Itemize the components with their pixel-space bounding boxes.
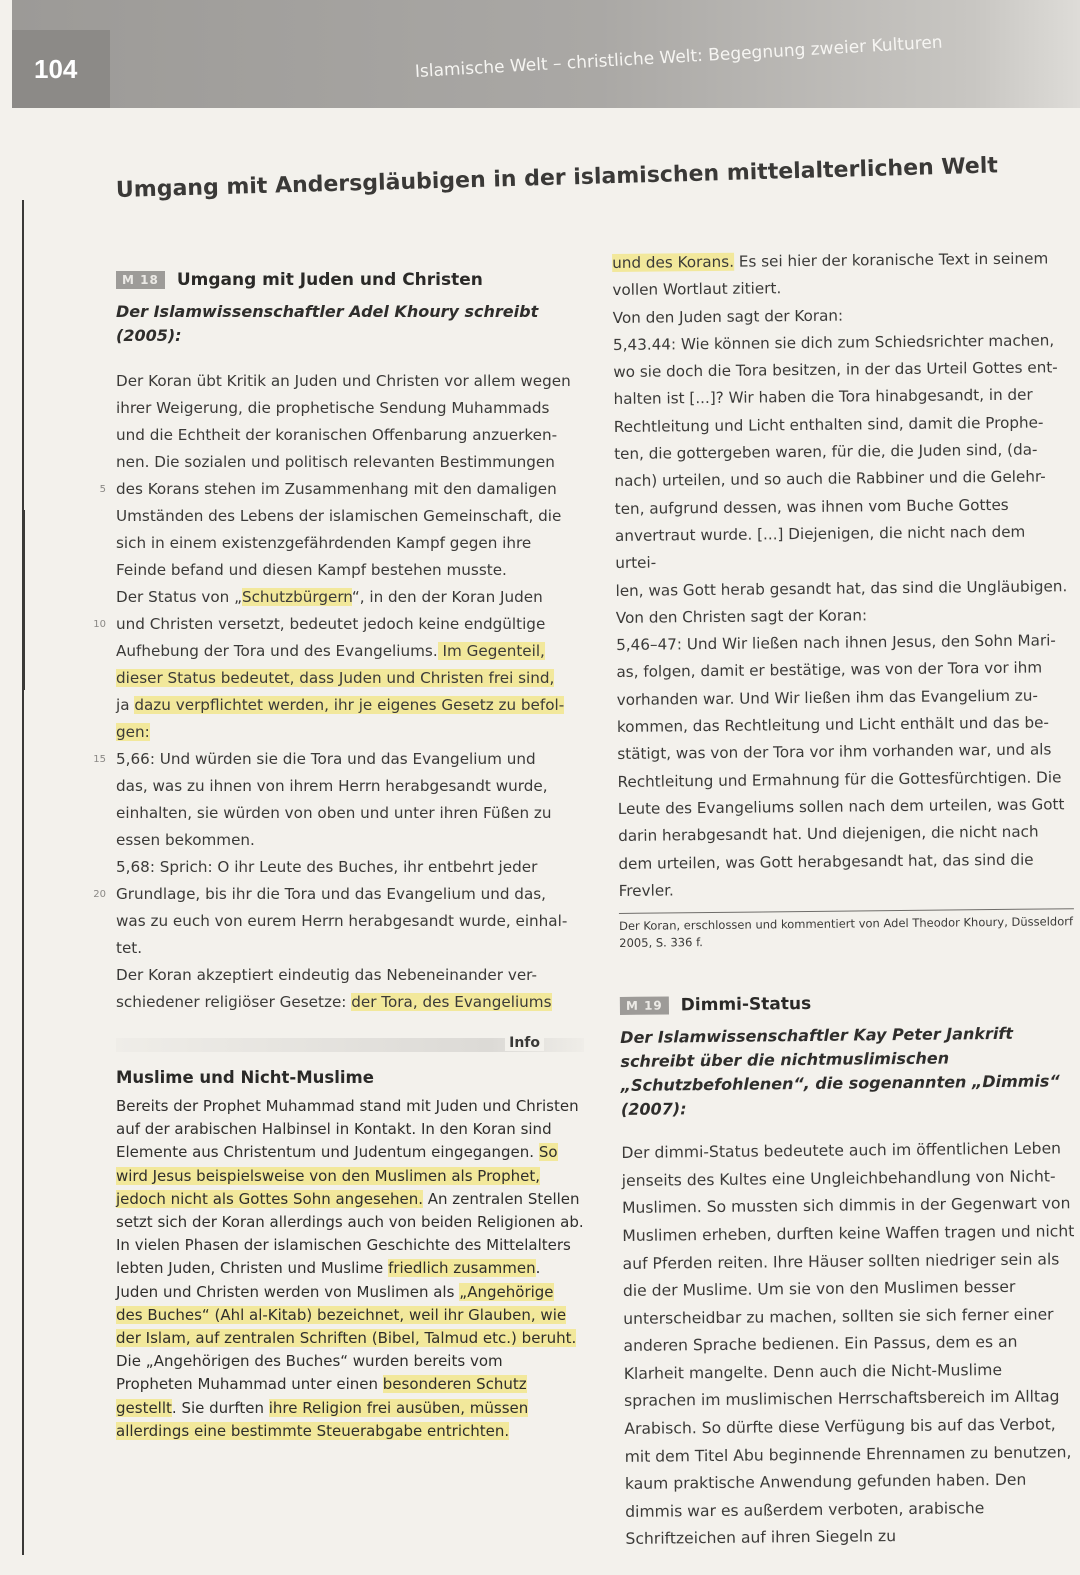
highlighted-text: gen: [116,723,150,741]
m18-heading [116,270,586,290]
highlighted-text: der Tora, des Evangeliums [351,993,552,1011]
line-text: Feinde befand und diesen Kampf bestehen musste. [116,561,507,579]
line-text: essen bekommen. [116,831,255,849]
info-body [116,1095,584,1443]
text-line [116,908,586,935]
line-text: nach) urteilen, und so auch die Rabbiner und die Gelehr- [614,467,1046,491]
line-text: vorhanden war. Und Wir ließen ihm das Evangelium zu- [616,686,1039,709]
m19-title: Dimmi-Status [680,994,812,1016]
m18-source: Der Koran, erschlossen und kommentiert von Adel Theodor Khoury, Düsseldorf 2005, S. 336 f. [619,914,1074,951]
line-number: 10 [93,619,106,630]
left-column [93,270,586,1016]
line-text: Von den Juden sagt der Koran: [612,306,844,327]
text-line [116,557,586,584]
info-text-segment: . Sie durften [171,1398,269,1417]
line-text: Grundlage, bis ihr die Tora und das Evangelium und das, [116,885,546,903]
text-line [116,962,586,989]
line-text: 5,43.44: Wie können sie dich zum Schiedsrichter machen, [612,331,1055,354]
highlighted-text: „Angehörige des Buches“ (Ahl al-Kitab) bezeichnet, weil ihr Glauben, wie der Islam, auf zentralen Schriften (Bibel, Talmud etc.) beruht. [116,1282,577,1348]
line-text: Es sei hier der koranische Text in seinem [733,249,1049,271]
m18-subtitle: Der Islamwissenschaftler Adel Khoury schreibt (2005): [116,302,539,345]
line-text: schiedener religiöser Gesetze: [116,993,352,1011]
line-text: Der Koran akzeptiert eindeutig das Nebeneinander ver- [116,966,537,984]
text-line [116,395,586,422]
margin-rule [22,1075,24,1555]
info-bar [116,1035,584,1052]
highlighted-text: ihre Religion frei ausüben, müssen allerdings eine bestimmte Steuerabgabe entrichten. [116,1398,529,1440]
text-line [116,368,586,395]
text-line [116,638,586,665]
m18-badge: M 18 [116,271,165,289]
line-text: anvertraut wurde. [...] Diejenigen, die nicht nach dem urtei- [614,522,1026,573]
highlighted-text: dieser Status bedeutet, dass Juden und Christen frei sind, [116,669,555,687]
line-number: 20 [93,889,106,900]
text-line [116,692,586,719]
line-text: Leute des Evangeliums sollen nach dem urteilen, was Gott [617,795,1065,818]
text-line [116,449,586,476]
line-text: Aufhebung der Tora und des Evangeliums. [116,642,438,660]
text-line [116,503,586,530]
line-text: nen. Die sozialen und politisch relevanten Bestimmungen [116,453,555,471]
info-text-segment: An zentralen Stellen setzt sich der Koran allerdings auch von beiden Religionen ab. In vielen Phasen der islamischen Geschichte des Mittelalters lebten Juden, Christen und Muslime [116,1189,584,1278]
m18-title: Umgang mit Juden und Christen [176,270,483,290]
text-line [116,989,586,1016]
line-number: 15 [93,754,106,765]
text-line [93,611,586,638]
highlighted-text: besonderen Schutz gestellt [116,1375,527,1417]
line-text: halten ist [...]? Wir haben die Tora hinabgesandt, in der [613,386,1033,409]
line-text: Umständen des Lebens der islamischen Gemeinschaft, die [116,507,562,525]
text-line [116,719,586,746]
line-number: 5 [99,484,106,495]
info-box [116,1035,584,1443]
line-text: “, in den der Koran Juden [351,588,543,606]
line-text: ten, die gottergeben waren, für die, die Juden sind, (da- [614,440,1038,464]
highlighted-text: dazu verpflichtet werden, ihr je eigenes Gesetz zu befol- [134,696,565,714]
page-number-box [12,30,110,108]
text-line [116,854,586,881]
line-text: Der Koran übt Kritik an Juden und Christen vor allem wegen [116,372,571,390]
line-text: Von den Christen sagt der Koran: [615,606,868,627]
line-text: len, was Gott herab gesandt hat, das sind die Ungläubigen. [615,576,1068,600]
line-text: sich in einem existenzgefährdenden Kampf gegen ihre [116,534,532,552]
m18-body [93,368,586,1016]
m19-section [620,991,1080,1554]
m19-badge: M 19 [620,997,669,1016]
info-label: Info [505,1035,544,1051]
text-line [116,530,586,557]
line-text: kommen, das Rechtleitung und Licht enthält und das be- [616,713,1050,737]
page-title: Umgang mit Andersgläubigen in der islamischen mittelalterlichen Welt [115,153,999,203]
m19-subtitle: Der Islamwissenschaftler Kay Peter Jankrift schreibt über die nichtmuslimischen „Schutzbefohlenen“, die sogenannten „Dimmis“ (2007): [620,1023,1060,1120]
text-line [93,746,586,773]
text-line [615,518,1071,577]
page-number: 104 [34,54,78,84]
highlighted-text: Schutzbürgern [241,588,352,606]
line-text: Der Status von „ [116,588,242,606]
line-text: einhalten, sie würden von oben und unter ihren Füßen zu [116,804,552,822]
line-text: stätigt, was von der Tora vor ihm vorhanden war, und als [617,740,1052,764]
text-line [116,827,586,854]
text-line [93,881,586,908]
line-text: 5,46–47: Und Wir ließen nach ihnen Jesus, den Sohn Mari- [616,631,1056,655]
text-line [116,665,586,692]
margin-rule [22,510,25,690]
highlighted-text: friedlich zusammen [388,1259,536,1278]
text-line [116,422,586,449]
line-text: und die Echtheit der koranischen Offenbarung anzuerken- [116,426,558,444]
info-title: Muslime und Nicht-Muslime [116,1068,374,1087]
highlighted-text: Im Gegenteil, [437,642,545,660]
info-text-segment: . Juden und Christen werden von Muslimen als [116,1259,541,1301]
running-title: Islamische Welt – christliche Welt: Begegnung zweier Kulturen [414,32,944,82]
highlighted-text: So wird Jesus beispielsweise von den Muslimen als Prophet, jedoch nicht als Gottes Sohn angesehen. [116,1143,558,1208]
line-text: dem urteilen, was Gott herabgesandt hat, das sind die [618,850,1034,873]
line-text: des Korans stehen im Zusammenhang mit den damaligen [116,480,557,498]
line-text: ja [116,696,135,714]
line-text: darin herabgesandt hat. Und diejenigen, die nicht nach [618,822,1039,846]
line-text: 5,66: Und würden sie die Tora und das Evangelium und [116,750,536,768]
line-text: wo sie doch die Tora besitzen, in der das Urteil Gottes ent- [613,358,1058,382]
info-text-segment: Bereits der Prophet Muhammad stand mit Juden und Christen auf der arabischen Halbinsel in Kontakt. In den Koran sind Elemente aus Christentum und Judentum eingegangen. [116,1097,579,1162]
info-text-segment: Die „Angehörigen des Buches“ wurden bereits vom Propheten Muhammad unter einen [116,1352,503,1394]
line-text: Rechtleitung und Ermahnung für die Gottesfürchtigen. Die [617,767,1062,791]
line-text: Frevler. [618,881,674,900]
line-text: vollen Wortlaut zitiert. [612,279,782,300]
line-text: was zu euch von eurem Herrn herabgesandt wurde, einhal- [116,912,568,930]
text-line [116,800,586,827]
text-line [619,873,1074,905]
m19-body: Der dimmi-Status bedeutete auch im öffentlichen Leben jenseits des Kultes eine Ungleichbehandlung von Nicht-Muslimen. So mussten sich dimmis in der Gegenwart von Muslimen erheben, durften keine Waffen tragen und nicht auf Pferden reiten. Ihre Häuser sollten niedriger sein als die der Muslime. Um sie von den Muslimen besser unterscheidbar zu machen, sollten sie sich ferner einer anderen Sprache bedienen. Ein Passus, dem es an Klarheit mangelte. Denn auch die Nicht-Muslime sprachen im muslimischen Herrschaftsbereich im Alltag Arabisch. So dürfte diese Verfügung bis auf das Verbot, mit dem Titel Abu beginnende Ehrennamen zu benutzen, kaum praktische Anwendung gefunden haben. Den dimmis war es außerdem verboten, arabische Schriftzeichen auf ihren Siegeln zu [621,1139,1075,1549]
line-text: ihrer Weigerung, die prophetische Sendung Muhammads [116,399,550,417]
text-line [99,476,586,503]
m19-heading [620,991,1075,1016]
line-text: und Christen versetzt, bedeutet jedoch keine endgültige [116,615,546,633]
line-text: 5,68: Sprich: O ihr Leute des Buches, ihr entbehrt jeder [116,858,538,876]
line-text: Rechtleitung und Licht enthalten sind, damit die Prophe- [613,413,1044,436]
line-text: das, was zu ihnen von ihrem Herrn herabgesandt wurde, [116,777,548,795]
text-line [116,935,586,962]
line-text: ten, aufgrund dessen, was ihnen vom Buche Gottes [614,495,1009,518]
line-text: as, folgen, damit er bestätige, was von der Tora vor ihm [616,658,1043,682]
text-line [116,584,586,611]
m18-continuation [612,245,1074,905]
line-text: tet. [116,939,143,957]
right-column [612,245,1080,1554]
highlighted-text: und des Korans. [612,252,735,272]
text-line [116,773,586,800]
